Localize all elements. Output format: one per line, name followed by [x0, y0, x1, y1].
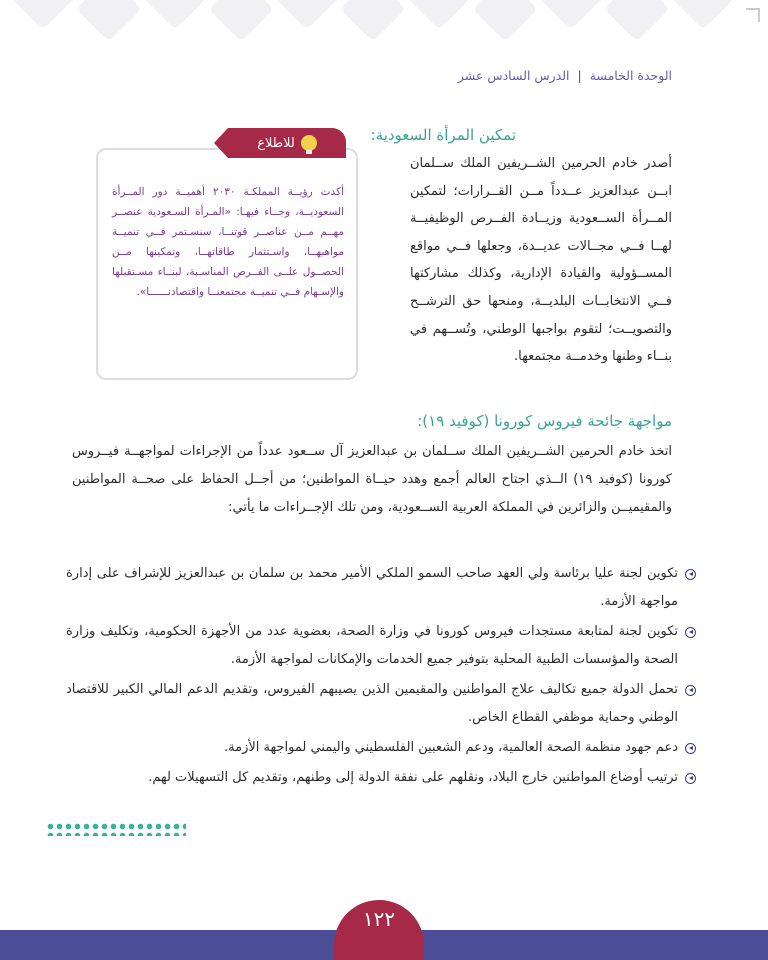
list-item: [66, 560, 696, 616]
bullet-icon: [685, 627, 696, 638]
section-title-covid: مواجهة جائحة فيروس كورونا (كوفيد ١٩):: [417, 412, 672, 430]
running-header: [458, 68, 672, 83]
unit-label: الوحدة الخامسة: [589, 68, 672, 83]
bullet-icon: [685, 743, 696, 754]
info-box-tab: [228, 128, 346, 158]
list-item-text: تحمل الدولة جميع تكاليف علاج المواطنين والمقيمين الذين يصيبهم الفيروس، وتقديم الدعم المالي الكبير للاقتصاد الوطني وحماية موظفي القطاع الخاص.: [66, 682, 678, 725]
info-box-tab-label: للاطلاع: [257, 135, 295, 151]
section-body-women-empowerment: أصدر خادم الحرمين الشــريفين الملك ســلمان ابــن عبدالعزيز عــدداً مــن القــرارات؛ لتمكين المــرأة الســعودية وزيــادة الفــرص الوظيفيــة لهــا فــي مجــالات عديــدة، وجعلها فــي مواقع المســؤولية والقيادة الإدارية، وكذلك مشاركتها فــي الانتخابــات البلديــة، ومنحها حق الترشــح والتصويــت؛ لتقوم بواجبها الوطني، وتُســهم في بنــاء وطنها وخدمــة مجتمعها.: [410, 156, 672, 365]
corner-mark: [746, 8, 760, 22]
list-item: [66, 618, 696, 674]
header-separator: |: [577, 68, 582, 83]
section-body-covid: اتخذ خادم الحرمين الشــريفين الملك ســلمان بن عبدالعزيز آل ســعود عدداً من الإجراءات لمواجهــة فيــروس كورونا (كوفيد ١٩) الــذي اجتاح العالم أجمع وهدد حيــاة المواطنين؛ من أجــل الحفاظ على صحــة المواطنين والمقيميــن والزائرين في المملكة العربية الســعودية، ومن تلك الإجــراءات ما يأتي:: [72, 444, 673, 515]
decorative-dots: [46, 822, 186, 836]
list-item: [66, 676, 696, 732]
bullet-icon: [685, 773, 696, 784]
info-box-text: أكدت رؤيــة المملكـة ٢٠٣٠ أهميــة دور المــرأة السعوديــة، وجــاء فيهـا: «المـرأة السـعودية عنصــر مهــم مــن عناصــر قوتنــا، سنسـتمر فــي تنميــة مواهبهــا، واسـتثمار طاقاتهــا، وتمكينها مــن الحصــول علــى الفــرص المناسـبة، لبنــاء مسـتقبلها والإسـهام فــي تنميــة مجتمعنــا واقتصادنــــــا».: [112, 186, 344, 298]
measures-list: [66, 560, 696, 794]
background-pattern: [0, 0, 768, 60]
list-item-text: دعم جهود منظمة الصحة العالمية، ودعم الشعبين الفلسطيني واليمني لمواجهة الأزمة.: [224, 740, 678, 755]
list-item-text: تكوين لجنة لمتابعة مستجدات فيروس كورونا في وزارة الصحة، بعضوية عدد من الأجهزة الحكومية، وتكليف وزارة الصحة والمؤسسات الطبية المحلية بتوفير جميع الخدمات والإمكانات لمواجهة الأزمة.: [66, 624, 678, 667]
list-item-text: ترتيب أوضاع المواطنين خارج البلاد، ونقلهم على نفقة الدولة إلى وطنهم، وتقديم كل التسهيلات لهم.: [148, 770, 678, 785]
section-title-women-empowerment: تمكين المرأة السعودية:: [370, 126, 516, 144]
bullet-icon: [685, 569, 696, 580]
lesson-label: الدرس السادس عشر: [457, 68, 570, 83]
bulb-icon: [301, 135, 317, 151]
list-item: [66, 734, 696, 762]
bullet-icon: [685, 685, 696, 696]
list-item-text: تكوين لجنة عليا برئاسة ولي العهد صاحب السمو الملكي الأمير محمد بن سلمان بن عبدالعزيز للإشراف على إدارة مواجهة الأزمة.: [66, 566, 678, 609]
list-item: [66, 764, 696, 792]
page-number: ١٢٢: [362, 907, 396, 931]
